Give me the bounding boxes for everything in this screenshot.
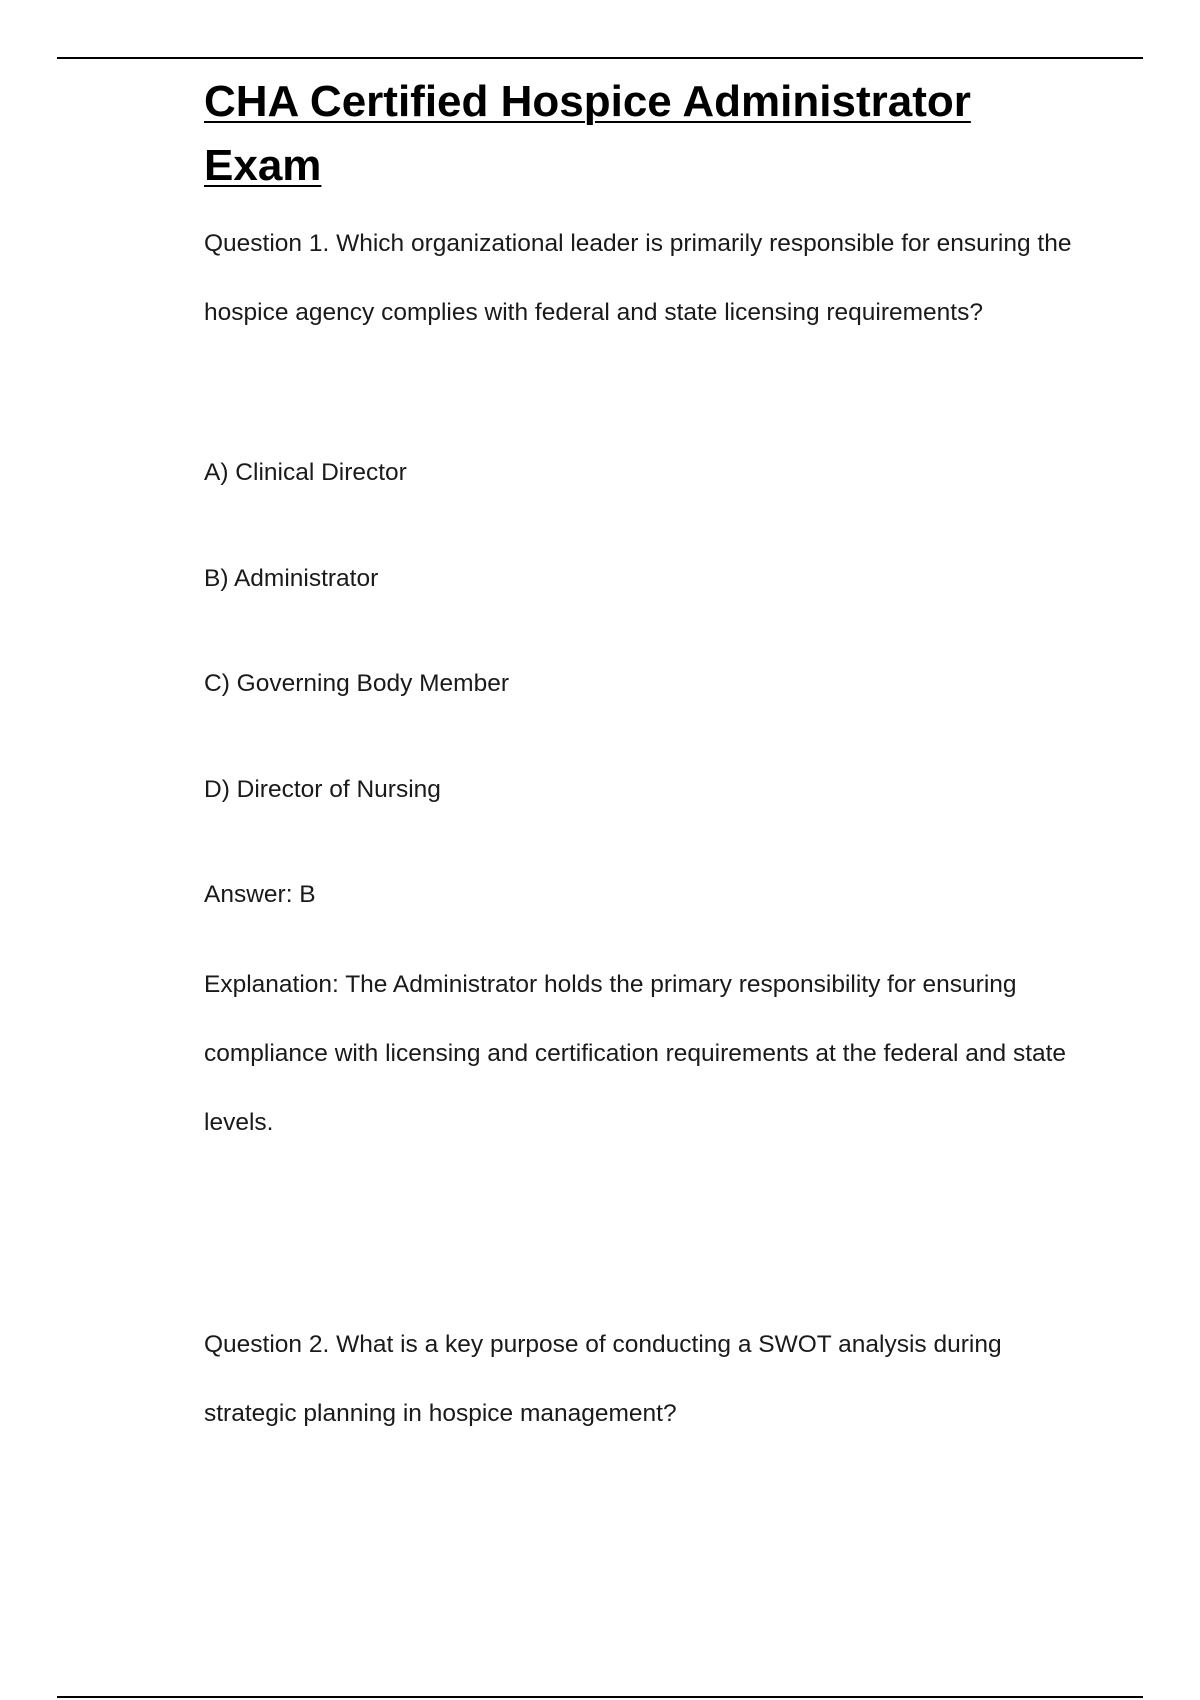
question-1-option-a: A) Clinical Director: [204, 459, 407, 486]
title-line-1: CHA Certified Hospice Administrator: [204, 77, 971, 126]
page-title: [204, 70, 1084, 198]
question-1-option-b: B) Administrator: [204, 565, 379, 592]
question-1-text: Question 1. Which organizational leader is primarily responsible for ensuring the hospice agency complies with federal and state licensing requirements?: [204, 230, 1072, 326]
title-line-2: Exam: [204, 141, 322, 190]
question-2-text: Question 2. What is a key purpose of conducting a SWOT analysis during strategic planning in hospice management?: [204, 1331, 1002, 1427]
bottom-rule: [57, 1696, 1143, 1698]
question-1-option-c: C) Governing Body Member: [204, 670, 510, 697]
top-rule: [57, 57, 1143, 59]
document-body: [204, 70, 1084, 1427]
question-1-explanation: Explanation: The Administrator holds the primary responsibility for ensuring compliance with licensing and certification requirements at the federal and state levels.: [204, 971, 1067, 1136]
question-1-option-d: D) Director of Nursing: [204, 776, 441, 803]
question-1-answer: Answer: B: [204, 881, 316, 908]
